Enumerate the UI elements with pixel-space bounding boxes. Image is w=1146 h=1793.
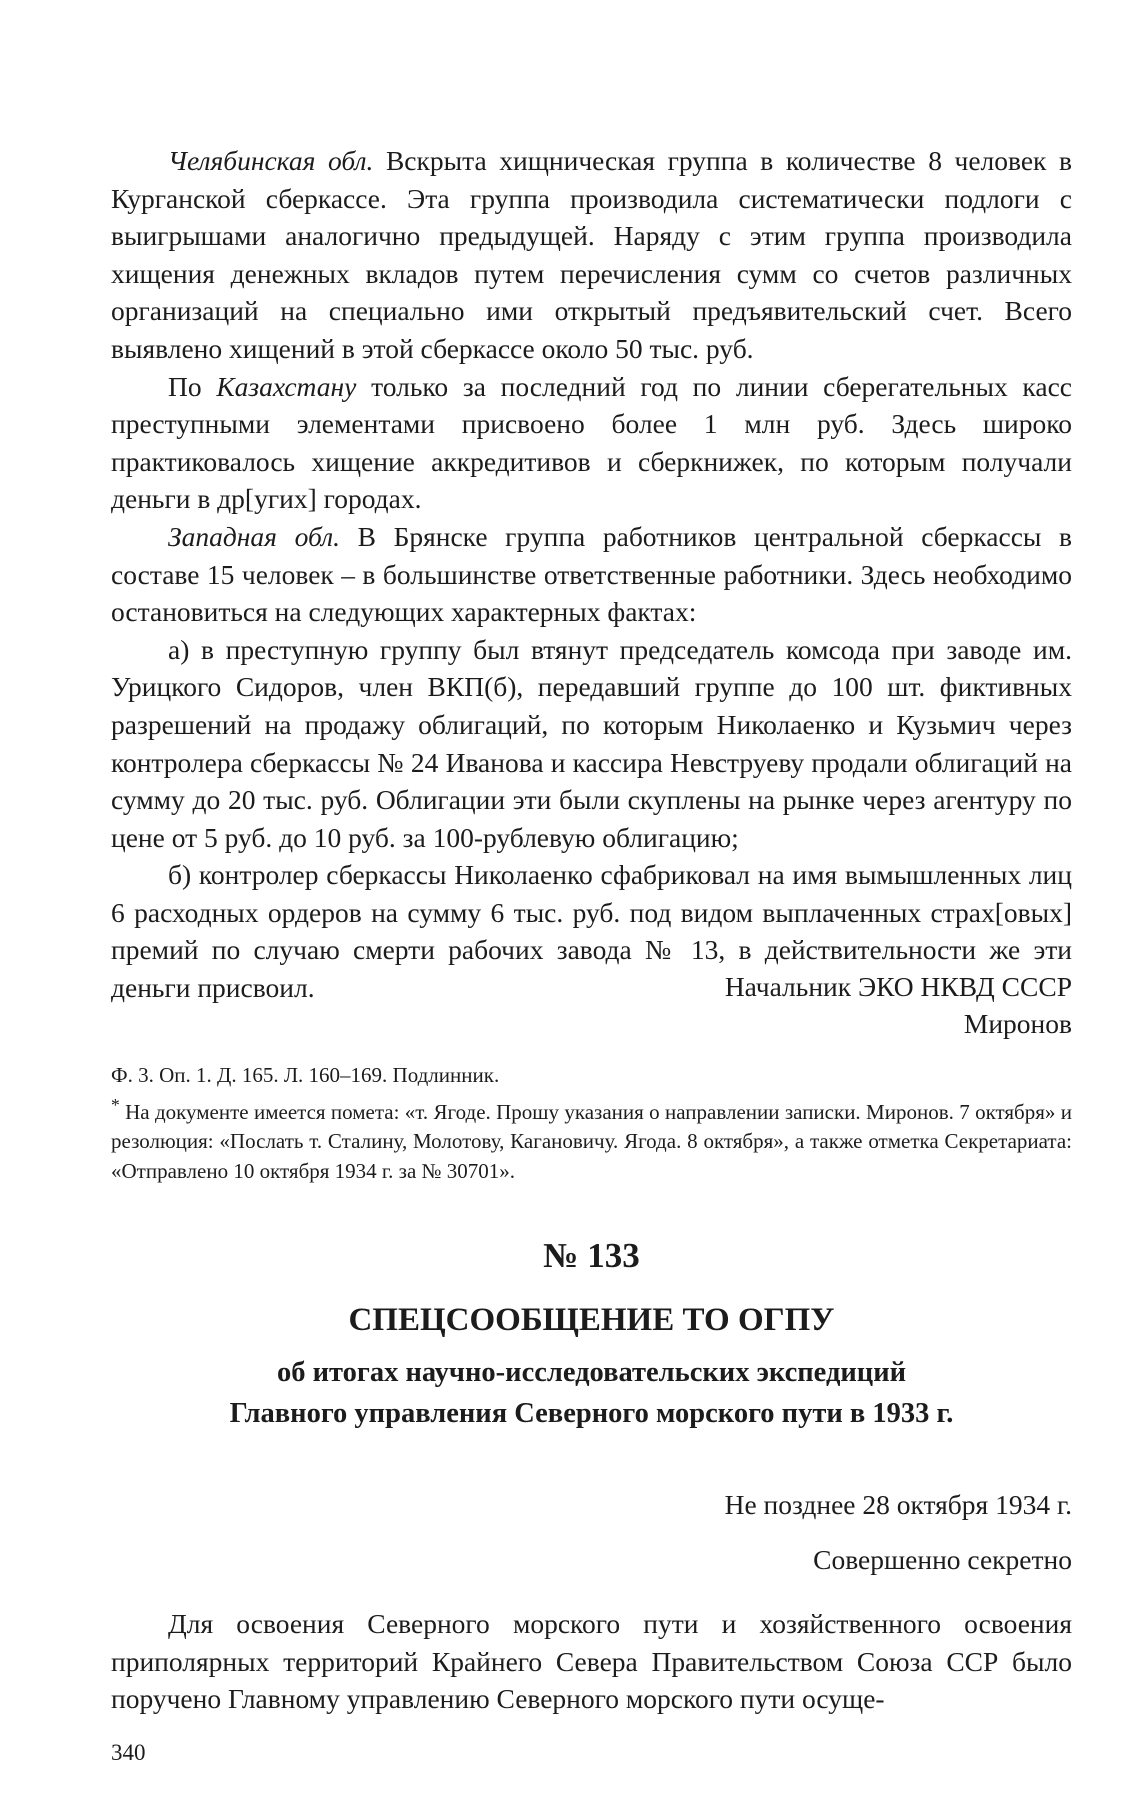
archive-reference: Ф. 3. Оп. 1. Д. 165. Л. 160–169. Подлинник. bbox=[111, 1063, 500, 1087]
region-label-western: Западная обл. bbox=[168, 520, 340, 552]
document-number: № 133 bbox=[543, 1236, 640, 1275]
footnote-mark: * bbox=[111, 1094, 120, 1115]
classification-label: Совершенно секретно bbox=[813, 1544, 1072, 1575]
paragraph-kazakhstan-prefix: По bbox=[168, 370, 217, 402]
paragraph-intro: Для освоения Северного морского пути и хозяйственного освоения приполярных территорий Крайнего Севера Правительством Союза ССР было поручено Главному управлению Северного морского пути осуще- bbox=[111, 1608, 1072, 1715]
footnote bbox=[111, 1091, 1072, 1187]
document-date: Не позднее 28 октября 1934 г. bbox=[724, 1489, 1072, 1520]
paragraph-chelyabinsk bbox=[111, 142, 1072, 368]
document-subtitle bbox=[111, 1352, 1072, 1434]
paragraph-western bbox=[111, 518, 1072, 631]
paragraph-kazakhstan-text: только за последний год по линии сберегательных касс преступными элементами присвоено более 1 млн руб. Здесь широко практиковалось хищение аккредитивов и сберкнижек, по которым получали деньги в др[угих] городах. bbox=[111, 370, 1072, 515]
region-label-chelyabinsk: Челябинская обл. bbox=[168, 145, 374, 176]
body-text-bottom bbox=[111, 1605, 1072, 1718]
paragraph-item-a: а) в преступную группу был втянут председатель комсода при заводе им. Урицкого Сидоров, член ВКП(б), передавший группе до 100 шт. фиктивных разрешений на продажу облигаций, по которым Николаенко и Кузьмич через контролера сберкассы № 24 Иванова и кассира Невструеву продали облигаций на сумму до 20 тыс. руб. Облигации эти были скуплены на рынке через агентуру по цене от 5 руб. до 10 руб. за 100-рублевую облигацию; bbox=[111, 633, 1072, 853]
document-title: СПЕЦСООБЩЕНИЕ ТО ОГПУ bbox=[348, 1302, 835, 1338]
paragraph-western-text: В Брянске группа работников центральной сберкассы в составе 15 человек – в большинстве ответственные работники. Здесь необходимо остановиться на следующих характерных фактах: bbox=[111, 520, 1072, 628]
paragraph-chelyabinsk-text: Вскрыта хищническая группа в количестве 8 человек в Курганской сберкассе. Эта группа производила систематически подлоги с выигрышами аналогично предыдущей. Наряду с этим группа производила хищения денежных вкладов путем перечисления сумм со счетов различных организаций на специально ими открытый предъявительский счет. Всего выявлено хищений в этой сберкассе около 50 тыс. руб. bbox=[111, 145, 1072, 364]
paragraph-item-b: б) контролер сберкассы Николаенко сфабриковал на имя вымышленных лиц 6 расходных ордеров на сумму 6 тыс. руб. под видом выплаченных страх[овых] премий по случаю смерти рабочих завода № 13, в действительности же эти деньги присвоил. bbox=[111, 859, 1072, 1004]
page-number: 340 bbox=[111, 1740, 146, 1765]
region-label-kazakhstan: Казахстану bbox=[216, 370, 357, 402]
paragraph-kazakhstan bbox=[111, 368, 1072, 518]
document-subtitle-line-2: Главного управления Северного морского пути в 1933 г. bbox=[229, 1398, 954, 1429]
signature-name: Миронов bbox=[963, 1008, 1072, 1039]
footnote-text: На документе имеется помета: «т. Ягоде. Прошу указания о направлении записки. Миронов. 7 октября» и резолюция: «Послать т. Сталину, Молотову, Кагановичу. Ягода. 8 октября», а также отметка Секретариата: «Отправлено 10 октября 1934 г. за № 30701». bbox=[111, 1099, 1072, 1183]
notes-block bbox=[111, 1061, 1072, 1186]
document-subtitle-line-1: об итогах научно-исследовательских экспедиций bbox=[276, 1357, 907, 1388]
body-text-top bbox=[111, 142, 1072, 1007]
signature-position: Начальник ЭКО НКВД СССР bbox=[724, 971, 1072, 1002]
signature-block bbox=[725, 968, 1072, 1042]
